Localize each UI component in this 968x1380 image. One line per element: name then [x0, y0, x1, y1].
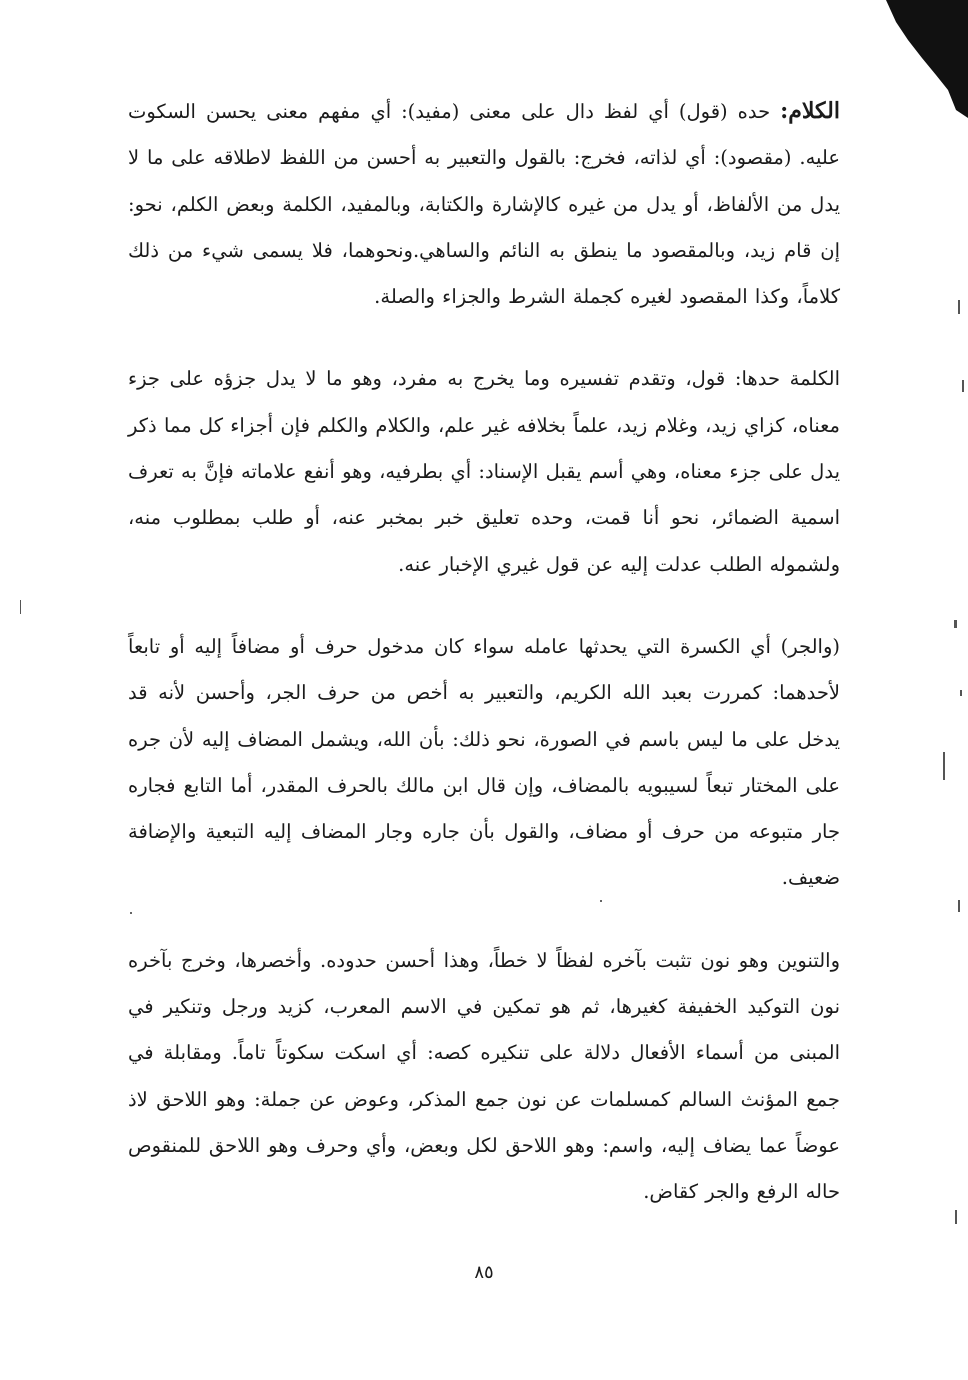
page-number: ٨٥	[474, 1262, 494, 1283]
margin-mark	[955, 1210, 957, 1224]
margin-mark	[954, 620, 957, 628]
paragraph-tanwin	[128, 938, 840, 1216]
paragraph-jarr	[128, 624, 840, 902]
margin-mark	[960, 690, 962, 696]
margin-mark	[958, 300, 960, 314]
paragraph-text: الكلمة حدها: قول، وتقدم تفسيره وما يخرج به مفرد، وهو ما لا يدل جزؤه على جزء معناه، كزاي زيد، وغلام زيد، علماً بخلافه غير علم، والكلام والكلم فإن أجزاء كل مما ذكر يدل على جزء معناه، وهي أسم يقبل الإسناد: أي بطرفيه، وهو أنفع علاماته فإنَّ به تعرف اسمية الضمائر، نحو أنا قمت، وحده تعليق خبر بمخبر عنه، أو طلب بمطلوب منه، ولشموله الطلب عدلت إليه عن قول غيري الإخبار عنه.	[128, 367, 840, 576]
margin-mark	[943, 752, 945, 780]
paragraph-text: حده (قول) أي لفظ دال على معنى (مفيد): أي مفهم معنى يحسن السكوت عليه. (مقصود): أي لذاته، فخرج: بالقول والتعبير به أحسن من اللفظ لاطلاقه على ما لا يدل من الألفاظ، أو يدل من غيره كالإشارة والكتابة، وبالمفيد، الكلمة وبعض الكلم، نحو: إن قام زيد، وبالمقصود ما ينطق به النائم والساهي.ونحوهما، فلا يسمى شيء من ذلك كلاماً، وكذا المقصود لغيره كجملة الشرط والجزاء والصلة.	[128, 100, 840, 309]
margin-mark	[958, 900, 960, 912]
paragraph-text: (والجر) أي الكسرة التي يحدثها عامله سواء كان مدخول حرف أو مضافاً إليه أو تابعاً لأحدهما: كمررت بعبد الله الكريم، والتعبير به أخص من حرف الجر، وأحسن لأنه قد يدخل على ما ليس باسم في الصورة، نحو ذلك: بأن الله، ويشمل المضاف إليه لأن جره على المختار تبعاً لسيبويه بالمضاف، وإن قال ابن مالك بالحرف المقدر، أما التابع فجاره جار متبوعه من حرف أو مضاف، والقول بأن جاره وجار المضاف إليه التبعية والإضافة ضعيف.	[128, 634, 840, 890]
margin-mark	[20, 600, 21, 614]
term-heading: الكلام:	[780, 98, 840, 124]
paragraph-kalam	[128, 88, 840, 320]
margin-mark	[962, 380, 964, 392]
corner-shadow-shape	[878, 0, 968, 120]
paragraph-kalima	[128, 356, 840, 587]
paragraph-text: والتنوين وهو نون تثبت بآخره لفظاً لا خطاً، وهذا أحسن حدوده. وأخصرها، وخرج بآخره نون التوكيد الخفيفة كغيرها، ثم هو تمكين في الاسم المعرب، كزيد ورجل وتنكير في المبنى من أسماء الأفعال دلالة على تنكيره كصه: أي اسكت سكوتاً تاماً. ومقابلة في جمع المؤنث السالم كمسلمات عن نون جمع المذكر، وعوض عن جملة: وهو اللاحق لاذ عوضاً عما يضاف إليه، واسم: وهو اللاحق لكل وبعض، وأي وحرف وهو اللاحق للمنقوص حاله الرفع والجر كقاض.	[128, 948, 840, 1204]
page-body	[128, 88, 840, 1216]
